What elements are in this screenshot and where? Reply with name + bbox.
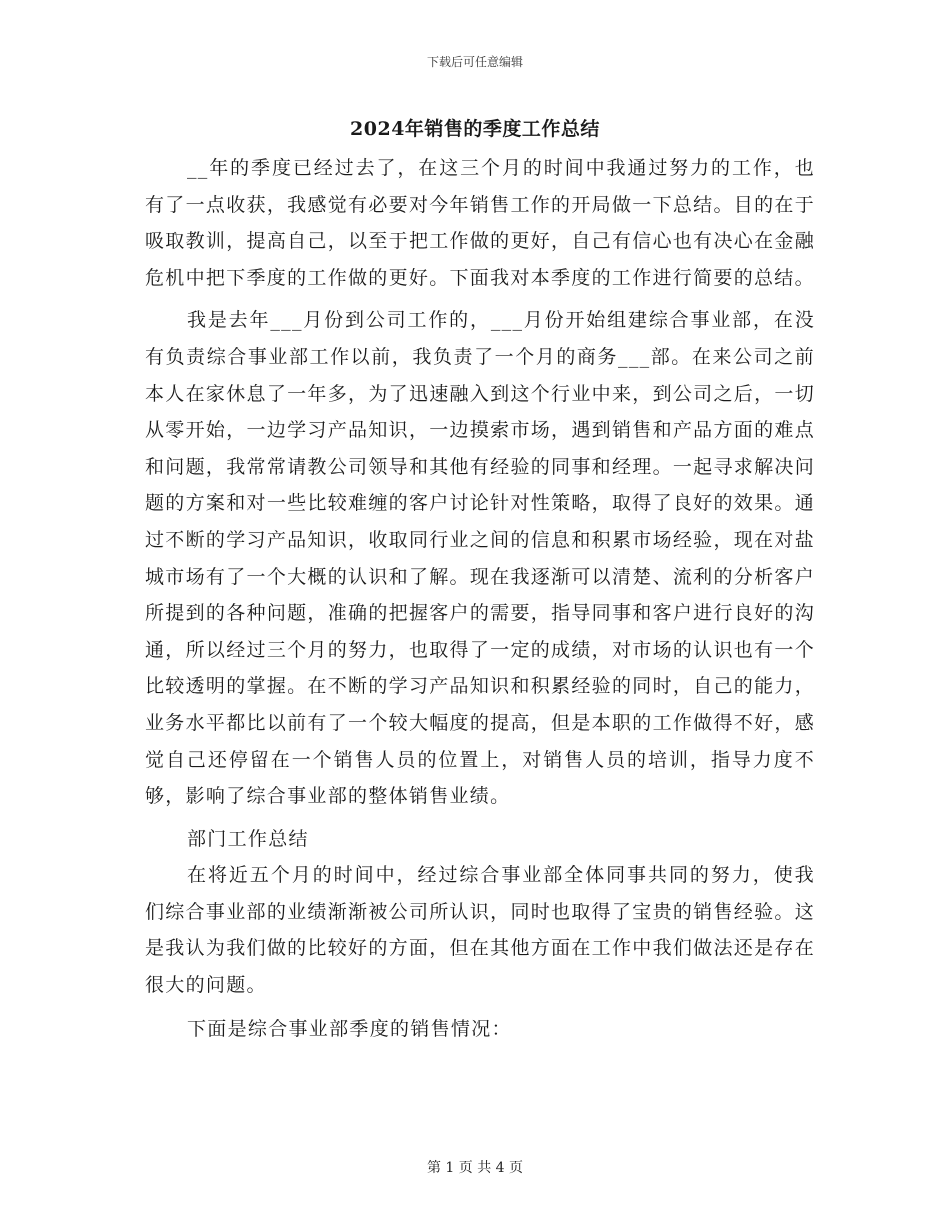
page-footer-number: 第 1 页 共 4 页 bbox=[426, 1160, 524, 1176]
paragraph-personal-work: 我是去年___月份到公司工作的，___月份开始组建综合事业部，在没有负责综合事业部工作以前，我负责了一个月的商务___部。在来公司之前本人在家休息了一年多，为了迅速融入到这个行业中来，到公司之后，一切从零开始，一边学习产品知识，一边摸索市场，遇到销售和产品方面的难点和问题，我常常请教公司领导和其他有经验的同事和经理。一起寻求解决问题的方案和对一些比较难缠的客户讨论针对性策略，取得了良好的效果。通过不断的学习产品知识，收取同行业之间的信息和积累市场经验，现在对盐城市场有了一个大概的认识和了解。现在我逐渐可以清楚、流利的分析客户所提到的各种问题，准确的把握客户的需要，指导同事和客户进行良好的沟通，所以经过三个月的努力，也取得了一定的成绩，对市场的认识也有一个比较透明的掌握。在不断的学习产品知识和积累经验的同时，自己的能力，业务水平都比以前有了一个较大幅度的提高，但是本职的工作做得不好，感觉自己还停留在一个销售人员的位置上，对销售人员的培训，指导力度不够，影响了综合事业部的整体销售业绩。 bbox=[145, 309, 815, 808]
document-body bbox=[145, 150, 815, 1047]
paragraph-sales-intro: 下面是综合事业部季度的销售情况： bbox=[187, 1017, 512, 1040]
paragraph-intro: __年的季度已经过去了，在这三个月的时间中我通过努力的工作，也有了一点收获，我感觉有必要对今年销售工作的开局做一下总结。目的在于吸取教训，提高自己，以至于把工作做的更好，自己有信心也有决心在金融危机中把下季度的工作做的更好。下面我对本季度的工作进行简要的总结。 bbox=[145, 157, 815, 289]
paragraph-department-summary: 在将近五个月的时间中，经过综合事业部全体同事共同的努力，使我们综合事业部的业绩渐渐被公司所认识，同时也取得了宝贵的销售经验。这是我认为我们做的比较好的方面，但在其他方面在工作中我们做法还是存在很大的问题。 bbox=[145, 864, 815, 997]
page-header-note: 下载后可任意编辑 bbox=[426, 55, 523, 69]
document-title: 2024年销售的季度工作总结 bbox=[350, 118, 600, 140]
section-heading-department: 部门工作总结 bbox=[187, 827, 309, 850]
